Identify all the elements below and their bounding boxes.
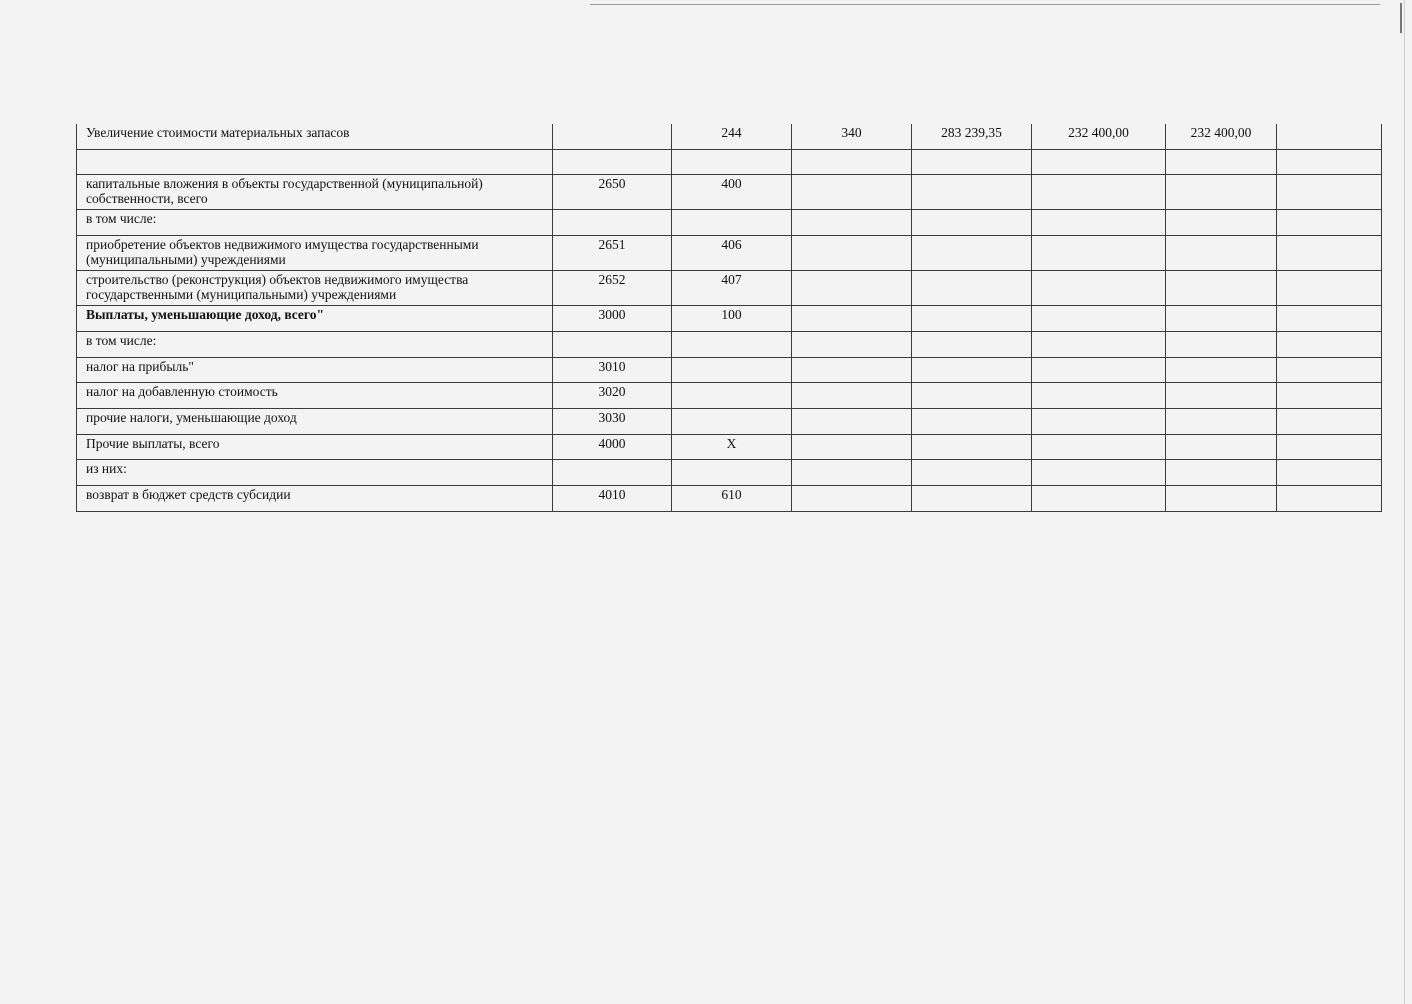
- cell-description: Прочие выплаты, всего: [77, 434, 553, 459]
- cell-description: приобретение объектов недвижимого имущества государственными (муниципальными) учреждениями: [77, 235, 553, 270]
- cell-kbk: [672, 408, 792, 434]
- cell-value-3: [1166, 174, 1277, 209]
- cell-value-3: [1166, 382, 1277, 408]
- cell-value-4: [1277, 209, 1382, 235]
- budget-table: [76, 124, 1382, 512]
- cell-value-4: [1277, 485, 1382, 511]
- cell-kosgu: [792, 485, 912, 511]
- cell-value-3: [1166, 235, 1277, 270]
- cell-value-3: [1166, 357, 1277, 382]
- cell-description: прочие налоги, уменьшающие доход: [77, 408, 553, 434]
- cell-description: возврат в бюджет средств субсидии: [77, 485, 553, 511]
- cell-kosgu: [792, 305, 912, 331]
- cell-line-code: 4010: [553, 485, 672, 511]
- cell-value-4: [1277, 235, 1382, 270]
- cell-value-1: [912, 357, 1032, 382]
- cell-kbk: 244: [672, 124, 792, 149]
- cell-value-3: 232 400,00: [1166, 124, 1277, 149]
- cell-value-2: 232 400,00: [1032, 124, 1166, 149]
- table-row: [77, 149, 1382, 174]
- cell-value-4: [1277, 331, 1382, 357]
- cell-value-1: 283 239,35: [912, 124, 1032, 149]
- scan-edge-right: [1404, 0, 1405, 1004]
- cell-value-2: [1032, 270, 1166, 305]
- cell-kbk: [672, 149, 792, 174]
- cell-value-2: [1032, 459, 1166, 485]
- cell-kbk: [672, 209, 792, 235]
- cell-description: Увеличение стоимости материальных запасов: [77, 124, 553, 149]
- cell-line-code: 2652: [553, 270, 672, 305]
- scan-corner-mark: [1400, 3, 1408, 33]
- table-body: [77, 124, 1382, 511]
- cell-value-3: [1166, 149, 1277, 174]
- cell-kosgu: [792, 174, 912, 209]
- cell-value-2: [1032, 434, 1166, 459]
- table-row: [77, 174, 1382, 209]
- cell-value-1: [912, 459, 1032, 485]
- cell-line-code: 4000: [553, 434, 672, 459]
- table-row: [77, 209, 1382, 235]
- cell-kbk: [672, 331, 792, 357]
- cell-value-1: [912, 382, 1032, 408]
- cell-value-3: [1166, 485, 1277, 511]
- cell-value-2: [1032, 382, 1166, 408]
- cell-kosgu: 340: [792, 124, 912, 149]
- cell-line-code: 3000: [553, 305, 672, 331]
- cell-value-4: [1277, 382, 1382, 408]
- cell-kbk: 400: [672, 174, 792, 209]
- cell-value-2: [1032, 174, 1166, 209]
- table-row: [77, 434, 1382, 459]
- cell-description: из них:: [77, 459, 553, 485]
- cell-value-3: [1166, 459, 1277, 485]
- cell-description: налог на прибыль": [77, 357, 553, 382]
- cell-kosgu: [792, 382, 912, 408]
- cell-value-2: [1032, 408, 1166, 434]
- table-row: [77, 331, 1382, 357]
- cell-description: в том числе:: [77, 331, 553, 357]
- cell-value-1: [912, 235, 1032, 270]
- cell-value-1: [912, 305, 1032, 331]
- cell-value-1: [912, 434, 1032, 459]
- cell-value-4: [1277, 459, 1382, 485]
- cell-kbk: 407: [672, 270, 792, 305]
- cell-kbk: 406: [672, 235, 792, 270]
- table-row: [77, 382, 1382, 408]
- cell-value-1: [912, 174, 1032, 209]
- cell-value-1: [912, 331, 1032, 357]
- cell-value-4: [1277, 408, 1382, 434]
- cell-value-1: [912, 408, 1032, 434]
- cell-value-4: [1277, 270, 1382, 305]
- cell-kosgu: [792, 331, 912, 357]
- cell-kosgu: [792, 235, 912, 270]
- table-row: [77, 408, 1382, 434]
- cell-description: капитальные вложения в объекты государственной (муниципальной) собственности, всего: [77, 174, 553, 209]
- table-row: [77, 305, 1382, 331]
- cell-line-code: [553, 331, 672, 357]
- cell-line-code: [553, 124, 672, 149]
- table-row: [77, 357, 1382, 382]
- cell-value-1: [912, 485, 1032, 511]
- cell-kbk: [672, 382, 792, 408]
- table-row: [77, 235, 1382, 270]
- cell-kosgu: [792, 434, 912, 459]
- cell-value-1: [912, 149, 1032, 174]
- cell-value-4: [1277, 124, 1382, 149]
- cell-kosgu: [792, 408, 912, 434]
- cell-value-3: [1166, 331, 1277, 357]
- cell-value-2: [1032, 149, 1166, 174]
- cell-kbk: 100: [672, 305, 792, 331]
- cell-value-3: [1166, 408, 1277, 434]
- cell-description: налог на добавленную стоимость: [77, 382, 553, 408]
- cell-line-code: [553, 459, 672, 485]
- cell-kosgu: [792, 459, 912, 485]
- table-row: [77, 459, 1382, 485]
- cell-line-code: 2651: [553, 235, 672, 270]
- scan-edge-top: [590, 4, 1380, 5]
- cell-value-3: [1166, 270, 1277, 305]
- table-row: [77, 270, 1382, 305]
- cell-value-2: [1032, 235, 1166, 270]
- cell-value-4: [1277, 149, 1382, 174]
- table-row: [77, 485, 1382, 511]
- cell-kosgu: [792, 357, 912, 382]
- cell-description: в том числе:: [77, 209, 553, 235]
- cell-kbk: Х: [672, 434, 792, 459]
- cell-kosgu: [792, 209, 912, 235]
- cell-value-4: [1277, 434, 1382, 459]
- cell-value-2: [1032, 331, 1166, 357]
- cell-description: строительство (реконструкция) объектов недвижимого имущества государственными (муниципальными) учреждениями: [77, 270, 553, 305]
- cell-value-3: [1166, 434, 1277, 459]
- cell-description: [77, 149, 553, 174]
- cell-value-3: [1166, 305, 1277, 331]
- cell-kosgu: [792, 149, 912, 174]
- cell-value-3: [1166, 209, 1277, 235]
- cell-line-code: 3030: [553, 408, 672, 434]
- cell-value-2: [1032, 485, 1166, 511]
- cell-value-1: [912, 209, 1032, 235]
- cell-kbk: [672, 459, 792, 485]
- cell-value-2: [1032, 305, 1166, 331]
- cell-line-code: 3020: [553, 382, 672, 408]
- cell-description: Выплаты, уменьшающие доход, всего": [77, 305, 553, 331]
- cell-value-4: [1277, 305, 1382, 331]
- cell-line-code: 3010: [553, 357, 672, 382]
- cell-value-4: [1277, 174, 1382, 209]
- cell-line-code: 2650: [553, 174, 672, 209]
- cell-value-2: [1032, 209, 1166, 235]
- cell-kbk: [672, 357, 792, 382]
- table-row: [77, 124, 1382, 149]
- cell-value-1: [912, 270, 1032, 305]
- cell-value-4: [1277, 357, 1382, 382]
- cell-kosgu: [792, 270, 912, 305]
- cell-value-2: [1032, 357, 1166, 382]
- cell-line-code: [553, 209, 672, 235]
- cell-kbk: 610: [672, 485, 792, 511]
- cell-line-code: [553, 149, 672, 174]
